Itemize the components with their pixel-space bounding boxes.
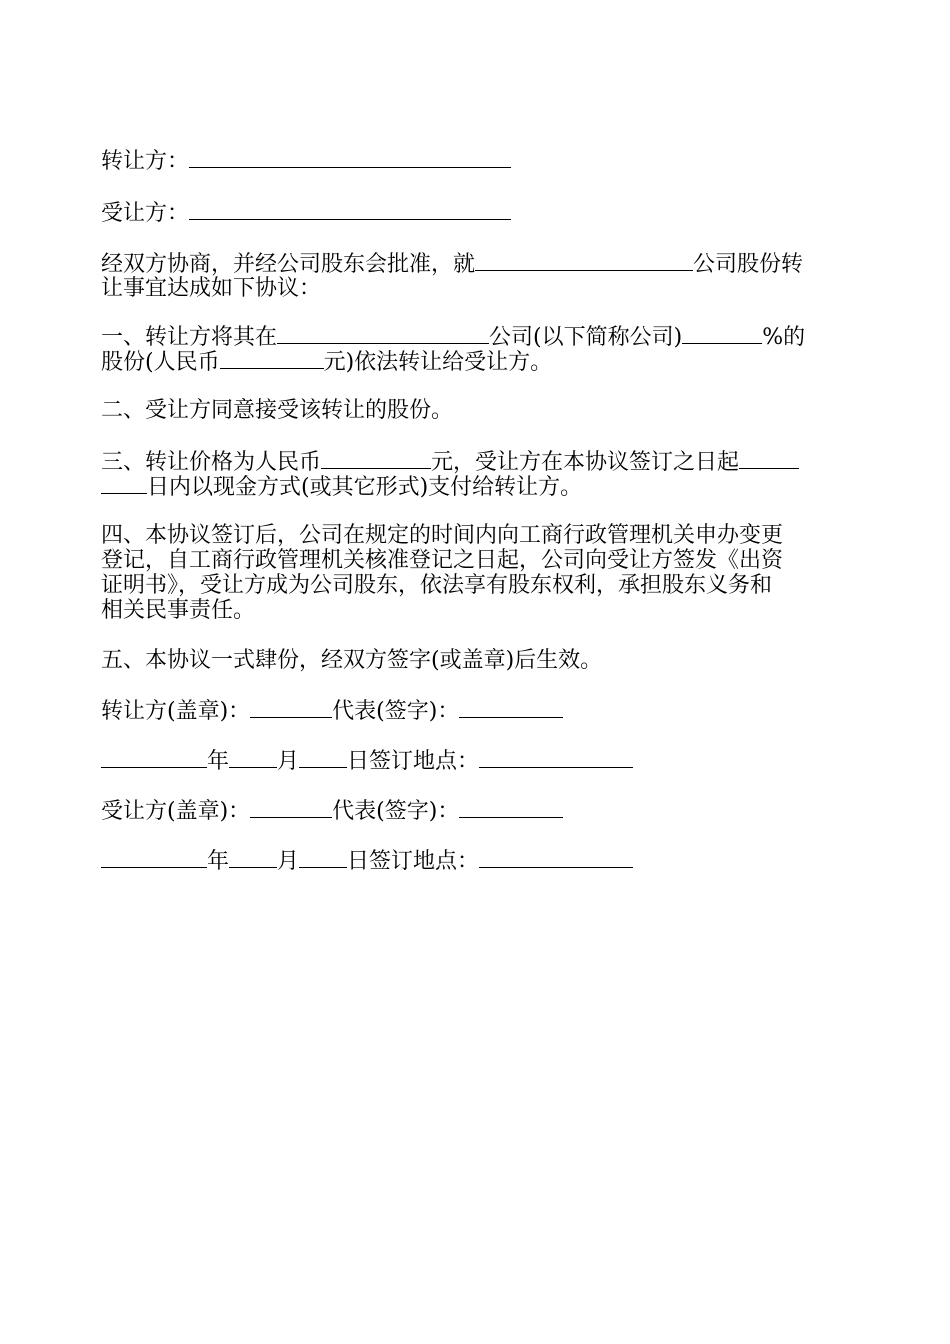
transferor-seal-label: 转让方(盖章)： [101, 699, 251, 724]
transferee-date-line [101, 848, 851, 874]
clause-3-text-a: 三、转让价格为人民币 [101, 450, 322, 475]
transferor-month-blank [229, 748, 277, 768]
transferor-day-blank [299, 748, 347, 768]
clause-3 [101, 449, 851, 499]
clause-4-line-4: 相关民事责任。 [101, 598, 256, 623]
clause-1 [101, 324, 851, 374]
clause-1-line-2 [101, 349, 851, 374]
clause-4 [101, 523, 851, 623]
transferee-representative-label: 代表(签字)： [332, 799, 460, 824]
transferor-month-label: 月 [277, 749, 300, 774]
transferor-year-label: 年 [207, 749, 230, 774]
preamble-paragraph [101, 251, 851, 301]
transferee-place-blank [479, 848, 633, 868]
transferor-representative-label: 代表(签字)： [332, 699, 460, 724]
transferee-seal-blank [250, 798, 332, 818]
clause-4-line-2: 登记，自工商行政管理机关核准登记之日起，公司向受让方签发《出资 [101, 548, 784, 573]
clause-4-line-1: 四、本协议签订后，公司在规定的时间内向工商行政管理机关申办变更 [101, 523, 784, 548]
preamble-line-2: 让事宜达成如下协议： [101, 276, 322, 301]
transferee-day-place-label: 日签订地点： [347, 849, 480, 874]
clause-3-days-blank-b [101, 474, 147, 494]
transferee-day-blank [299, 848, 347, 868]
transferee-signature-line [101, 798, 851, 824]
transferor-signature-line [101, 698, 851, 724]
clause-2 [101, 398, 851, 423]
clause-3-text-c: 日内以现金方式(或其它形式)支付给转让方。 [147, 475, 583, 500]
company-name-blank [475, 251, 693, 271]
clause-1-text-b: 公司(以下简称公司) [489, 325, 683, 350]
clause-3-text-b: 元，受让方在本协议签订之日起 [431, 450, 740, 475]
clause-1-text-a: 一、转让方将其在 [101, 325, 278, 350]
transferee-month-blank [229, 848, 277, 868]
clause-1-text-d: 股份(人民币 [101, 350, 220, 375]
clause-5-text: 五、本协议一式肆份，经双方签字(或盖章)后生效。 [101, 648, 603, 673]
clause-1-line-1 [101, 324, 851, 349]
transferor-blank [189, 148, 511, 168]
transferor-representative-blank [459, 698, 563, 718]
transferee-month-label: 月 [277, 849, 300, 874]
transferee-line [101, 200, 851, 226]
clause-3-days-blank-a [739, 449, 799, 469]
transferor-seal-blank [250, 698, 332, 718]
transferor-label: 转让方： [101, 149, 190, 174]
clause-1-amount-blank [220, 349, 324, 369]
transferee-label: 受让方： [101, 201, 190, 226]
transferee-seal-label: 受让方(盖章)： [101, 799, 251, 824]
transferor-date-line [101, 748, 851, 774]
preamble-line-1 [101, 251, 851, 276]
transferee-blank [189, 200, 511, 220]
clause-5 [101, 648, 851, 673]
transferor-day-place-label: 日签订地点： [347, 749, 480, 774]
clause-3-line-2 [101, 474, 851, 499]
clause-1-percent-blank [682, 324, 762, 344]
transferee-year-blank [101, 848, 207, 868]
clause-3-line-1 [101, 449, 851, 474]
clause-1-company-blank [277, 324, 489, 344]
clause-4-line-3: 证明书》，受让方成为公司股东，依法享有股东权利，承担股东义务和 [101, 573, 773, 598]
clause-1-text-e: 元)依法转让给受让方。 [323, 350, 553, 375]
transferor-year-blank [101, 748, 207, 768]
transferee-year-label: 年 [207, 849, 230, 874]
transferor-place-blank [479, 748, 633, 768]
transferee-representative-blank [459, 798, 563, 818]
clause-1-text-c: %的 [762, 325, 806, 350]
preamble-text-b: 公司股份转 [693, 252, 804, 277]
clause-3-price-blank [321, 449, 431, 469]
transferor-line [101, 148, 851, 174]
clause-2-text: 二、受让方同意接受该转让的股份。 [101, 398, 454, 423]
preamble-text-a: 经双方协商，并经公司股东会批准，就 [101, 252, 476, 277]
